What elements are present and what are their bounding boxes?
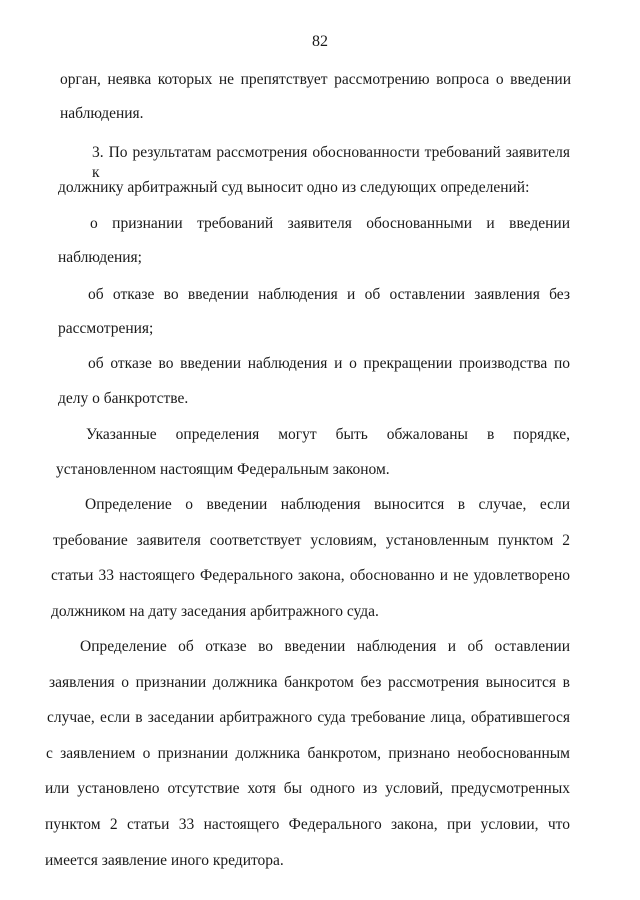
text-line-9: об отказе во введении наблюдения и о прекращении производства по (88, 355, 570, 372)
text-line-5: о признании требований заявителя обоснованными и введении (90, 215, 570, 232)
text-line-18: заявления о признании должника банкротом без рассмотрения выносится в (49, 674, 570, 691)
text-line-23: имеется заявление иного кредитора. (45, 852, 284, 869)
text-line-11: Указанные определения могут быть обжалованы в порядке, (86, 426, 570, 443)
text-line-13: Определение о введении наблюдения выносится в случае, если (85, 496, 570, 513)
text-line-19: случае, если в заседании арбитражного суда требование лица, обратившегося (47, 709, 570, 726)
text-line-10: делу о банкротстве. (58, 390, 189, 407)
text-line-17: Определение об отказе во введении наблюдения и об оставлении (80, 638, 570, 655)
text-line-1: орган, неявка которых не препятствует рассмотрению вопроса о введении (60, 71, 571, 88)
text-line-2: наблюдения. (60, 105, 144, 122)
text-line-6: наблюдения; (58, 249, 142, 266)
text-line-21: или установлено отсутствие хотя бы одного из условий, предусмотренных (45, 780, 570, 797)
text-line-14: требование заявителя соответствует условиям, установленным пунктом 2 (53, 532, 570, 549)
text-line-22: пунктом 2 статьи 33 настоящего Федерального закона, при условии, что (45, 816, 570, 833)
text-line-8: рассмотрения; (58, 320, 154, 337)
text-line-3: 3. По результатам рассмотрения обоснованности требований заявителя к (92, 144, 570, 181)
text-line-12: установленном настоящим Федеральным законом. (56, 461, 390, 478)
text-line-20: с заявлением о признании должника банкротом, признано необоснованным (46, 745, 570, 762)
page-number: 82 (312, 33, 328, 50)
text-line-4: должнику арбитражный суд выносит одно из следующих определений: (58, 179, 530, 196)
text-line-15: статьи 33 настоящего Федерального закона, обоснованно и не удовлетворено (51, 567, 570, 584)
text-line-16: должником на дату заседания арбитражного суда. (51, 603, 379, 620)
text-line-7: об отказе во введении наблюдения и об оставлении заявления без (88, 286, 570, 303)
